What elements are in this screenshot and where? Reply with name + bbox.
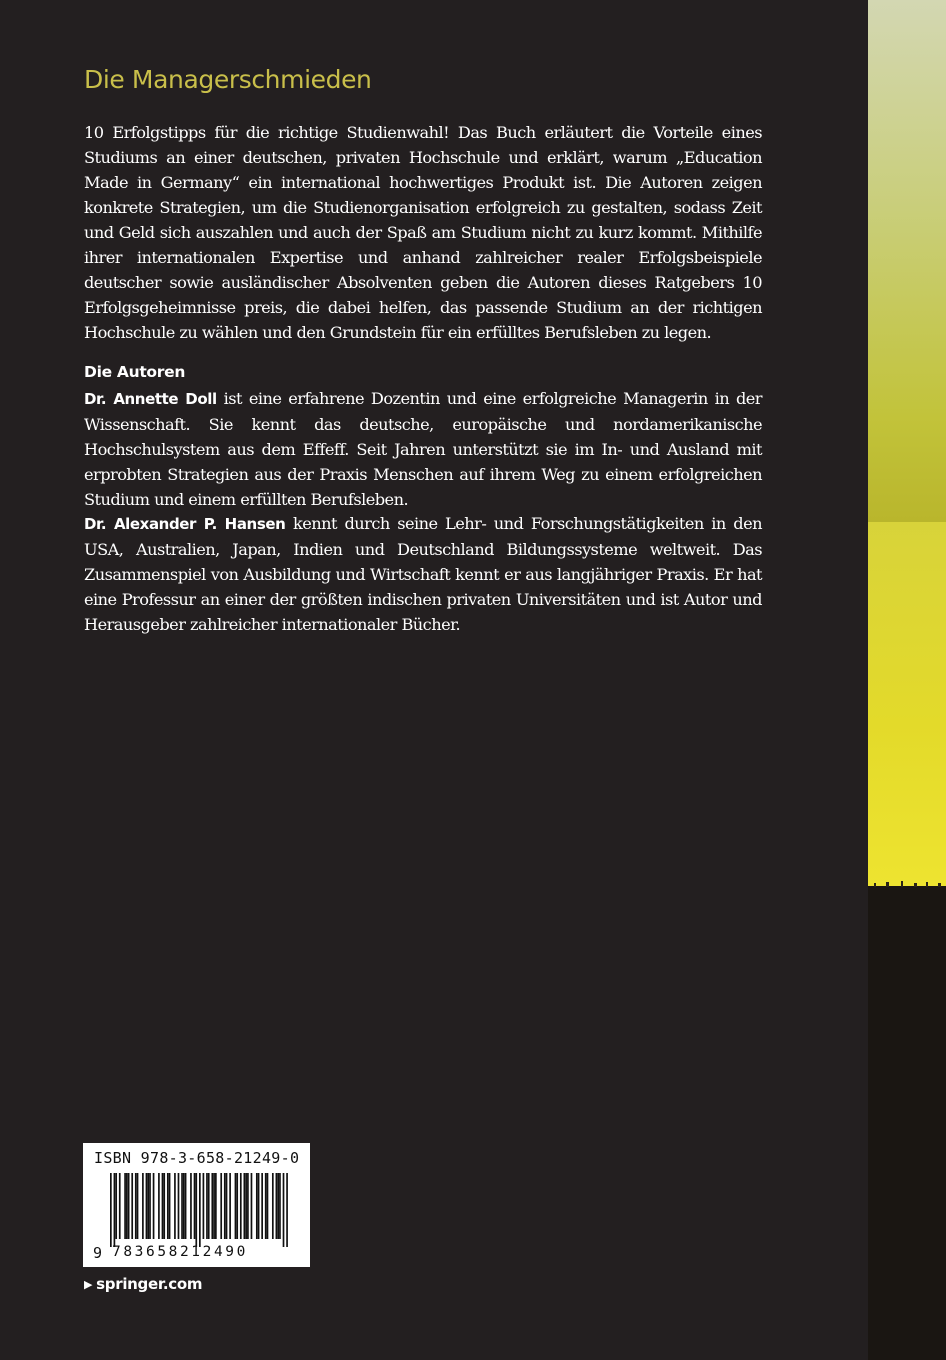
barcode-bar [235, 1173, 237, 1239]
barcode-bar [174, 1173, 176, 1239]
barcode-bar [135, 1173, 137, 1239]
barcode-bar [146, 1173, 148, 1239]
barcode-bar [195, 1173, 197, 1247]
barcode-bar [208, 1173, 210, 1239]
barcode-bar [258, 1173, 260, 1239]
sunset-gradient [868, 522, 946, 890]
barcode-bar [220, 1173, 222, 1239]
barcode-bar [224, 1173, 226, 1239]
barcode-bar [194, 1173, 196, 1239]
author-name: Dr. Alexander P. Hansen [84, 515, 286, 533]
author-bio-annette-doll [84, 386, 762, 512]
barcode-bar [169, 1173, 171, 1239]
barcode-bar [119, 1173, 121, 1239]
barcode-bar [229, 1173, 231, 1239]
barcode-bar [183, 1173, 185, 1239]
barcode-bar [226, 1173, 228, 1239]
barcode-bar [251, 1173, 253, 1239]
front-cover-edge-image [868, 0, 946, 1360]
barcode-bar [167, 1173, 169, 1239]
barcode-bar [137, 1173, 139, 1239]
barcode-bar [199, 1173, 201, 1247]
barcode-bar [215, 1173, 217, 1239]
barcode-bar [142, 1173, 144, 1239]
barcode-bar [240, 1173, 242, 1239]
barcode-bar [185, 1173, 187, 1239]
barcode-bar [236, 1173, 238, 1239]
barcode-bar [147, 1173, 149, 1239]
barcode-bar [261, 1173, 263, 1239]
barcode-bar [163, 1173, 165, 1239]
barcode-bar [158, 1173, 160, 1239]
barcode-first-digit: 9 [93, 1244, 103, 1262]
barcode-bar [149, 1173, 151, 1239]
barcode-bar [178, 1173, 180, 1239]
barcode-bar [276, 1173, 278, 1239]
author-bio-text: kennt durch seine Lehr- und Forschungstätigkeiten in den USA, Australien, Japan, Indien und Deutschland Bildungssysteme weltweit. Das Zusammenspiel von Ausbildung und Wirtschaft kennt er aus langjähriger Praxis. Er hat eine Professur an einer der größten indischen privaten Universitäten und ist Autor und Herausgeber zahlreicher internationaler Bücher. [84, 514, 762, 634]
barcode-bar [277, 1173, 279, 1239]
barcode-bar [153, 1173, 155, 1239]
book-title: Die Managerschmieden [84, 65, 372, 94]
barcode-bar [110, 1173, 112, 1247]
barcode-bar [162, 1173, 164, 1239]
author-name: Dr. Annette Doll [84, 390, 217, 408]
barcode-bar [206, 1173, 208, 1239]
barcode-bar [279, 1173, 281, 1239]
publisher-url: springer.com [96, 1275, 203, 1293]
barcode-bar [247, 1173, 249, 1239]
arrow-right-icon: ▶ [84, 1278, 93, 1291]
barcode-bar [181, 1173, 183, 1239]
barcode-bar [244, 1173, 246, 1239]
barcode-bar [213, 1173, 215, 1239]
barcode-bar [256, 1173, 258, 1239]
barcode-bar [131, 1173, 133, 1239]
barcode-bar [211, 1173, 213, 1239]
barcode-bar [115, 1173, 117, 1239]
barcode-bar [245, 1173, 247, 1239]
isbn-barcode [83, 1143, 310, 1267]
barcode-bar [128, 1173, 130, 1239]
barcode-bar [267, 1173, 269, 1239]
barcode-bar [126, 1173, 128, 1239]
barcode-digits: 783658212490 [112, 1244, 248, 1260]
isbn-label: ISBN 978-3-658-21249-0 [94, 1149, 300, 1167]
author-bio-text: ist eine erfahrene Dozentin und eine erfolgreiche Managerin in der Wissenschaft. Sie kennt das deutsche, europäische und nordamerikanische Hochschulsystem aus dem Effeff. Seit Jahren unterstützt sie im In- und Ausland mit erprobten Strategien aus der Praxis Menschen auf ihrem Weg zu einem erfolgreichen Studium und einem erfüllten Berufsleben. [84, 389, 762, 509]
book-description: 10 Erfolgstipps für die richtige Studienwahl! Das Buch erläutert die Vorteile eines Studiums an einer deutschen, privaten Hochschule und erklärt, warum „Education Made in Germany“ ein international hochwertiges Produkt ist. Die Autoren zeigen konkrete Strategien, um die Studienorganisation erfolgreich zu gestalten, sodass Zeit und Geld sich auszahlen und auch der Spaß am Studium nicht zu kurz kommt. Mithilfe ihrer internationalen Expertise und anhand zahlreicher realer Erfolgsbeispiele deutscher sowie ausländischer Absolventen geben die Autoren dieses Ratgebers 10 Erfolgsgeheimnisse preis, die dabei helfen, das passende Studium an der richtigen Hochschule zu wählen und den Grundstein für ein erfülltes Berufsleben zu legen. [84, 123, 762, 342]
ground-silhouette [868, 890, 946, 1360]
horizon-silhouette [868, 878, 946, 892]
sky-gradient [868, 0, 946, 522]
barcode-bar [124, 1173, 126, 1239]
author-bio-alexander-hansen [84, 511, 762, 637]
barcode-bar [190, 1173, 192, 1239]
barcode-bar [203, 1173, 205, 1239]
barcode-bar [286, 1173, 288, 1247]
publisher-link[interactable] [84, 1273, 202, 1296]
authors-heading: Die Autoren [84, 363, 186, 381]
barcode-bar [272, 1173, 274, 1239]
barcode-bar [283, 1173, 285, 1247]
barcode-bar [114, 1173, 116, 1247]
barcode-bar [265, 1173, 267, 1239]
